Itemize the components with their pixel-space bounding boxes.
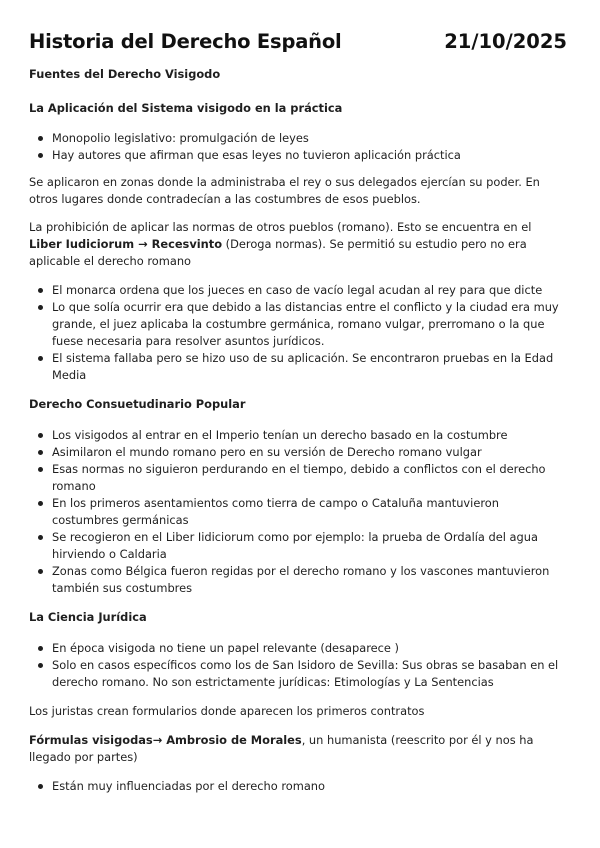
bullet-list-ciencia [29, 640, 567, 691]
paragraph-text: La prohibición de aplicar las normas de otros pueblos (romano). Esto se encuentra en el [29, 220, 532, 234]
list-item: El monarca ordena que los jueces en caso de vacío legal acudan al rey para que dicte [29, 282, 567, 299]
list-item: Esas normas no siguieron perdurando en el tiempo, debido a conflictos con el derecho romano [29, 461, 567, 495]
paragraph-text: , un humanista (reescrito por él y nos ha llegado por partes) [29, 733, 534, 764]
list-item: Los visigodos al entrar en el Imperio tenían un derecho basado en la costumbre [29, 427, 567, 444]
paragraph-text: (Deroga normas). Se permitió su estudio pero no era aplicable el derecho romano [29, 237, 527, 268]
list-item: Solo en casos específicos como los de San Isidoro de Sevilla: Sus obras se basaban en el derecho romano. No son estrictamente jurídicas: Etimologías y La Sentencias [29, 657, 567, 691]
paragraph-formulas [29, 732, 567, 766]
list-item: En los primeros asentamientos como tierra de campo o Cataluña mantuvieron costumbres germánicas [29, 495, 567, 529]
document-date: 21/10/2025 [444, 30, 567, 53]
bullet-list-monarca [29, 282, 567, 384]
section-heading-aplicacion: La Aplicación del Sistema visigodo en la práctica [29, 101, 343, 115]
section-heading-ciencia: La Ciencia Jurídica [29, 610, 147, 624]
section-heading-fuentes: Fuentes del Derecho Visigodo [29, 67, 221, 81]
paragraph-bold: Liber Iudiciorum → Recesvinto [29, 237, 223, 251]
list-item: Zonas como Bélgica fueron regidas por el derecho romano y los vascones mantuvieron también sus costumbres [29, 563, 567, 597]
bullet-list-formulas [29, 778, 567, 795]
paragraph-bold: Fórmulas visigodas→ Ambrosio de Morales [29, 733, 302, 747]
paragraph-zonas: Se aplicaron en zonas donde la administraba el rey o sus delegados ejercían su poder. En otros lugares donde contradecían a las costumbres de esos pueblos. [29, 175, 540, 206]
list-item: Asimilaron el mundo romano pero en su versión de Derecho romano vulgar [29, 444, 567, 461]
document-title: Historia del Derecho Español [29, 30, 342, 53]
list-item: Están muy influenciadas por el derecho romano [29, 778, 567, 795]
bullet-list-aplicacion [29, 130, 567, 164]
section-heading-consuetudinario: Derecho Consuetudinario Popular [29, 397, 246, 411]
list-item: Hay autores que afirman que esas leyes no tuvieron aplicación práctica [29, 147, 567, 164]
list-item: Monopolio legislativo: promulgación de leyes [29, 130, 567, 147]
list-item: En época visigoda no tiene un papel relevante (desaparece ) [29, 640, 567, 657]
document-body [29, 66, 567, 795]
list-item: Lo que solía ocurrir era que debido a las distancias entre el conflicto y la ciudad era muy grande, el juez aplicaba la costumbre germánica, romano vulgar, prerromano o la que fuese necesaria para resolver asuntos jurídicos. [29, 299, 567, 350]
bullet-list-consuetudinario [29, 427, 567, 597]
list-item: El sistema fallaba pero se hizo uso de su aplicación. Se encontraron pruebas en la Edad Media [29, 350, 567, 384]
list-item: Se recogieron en el Liber Iidiciorum como por ejemplo: la prueba de Ordalía del agua hirviendo o Caldaria [29, 529, 567, 563]
paragraph-prohibicion [29, 219, 567, 270]
document-header [29, 30, 567, 53]
paragraph-juristas: Los juristas crean formularios donde aparecen los primeros contratos [29, 704, 425, 718]
